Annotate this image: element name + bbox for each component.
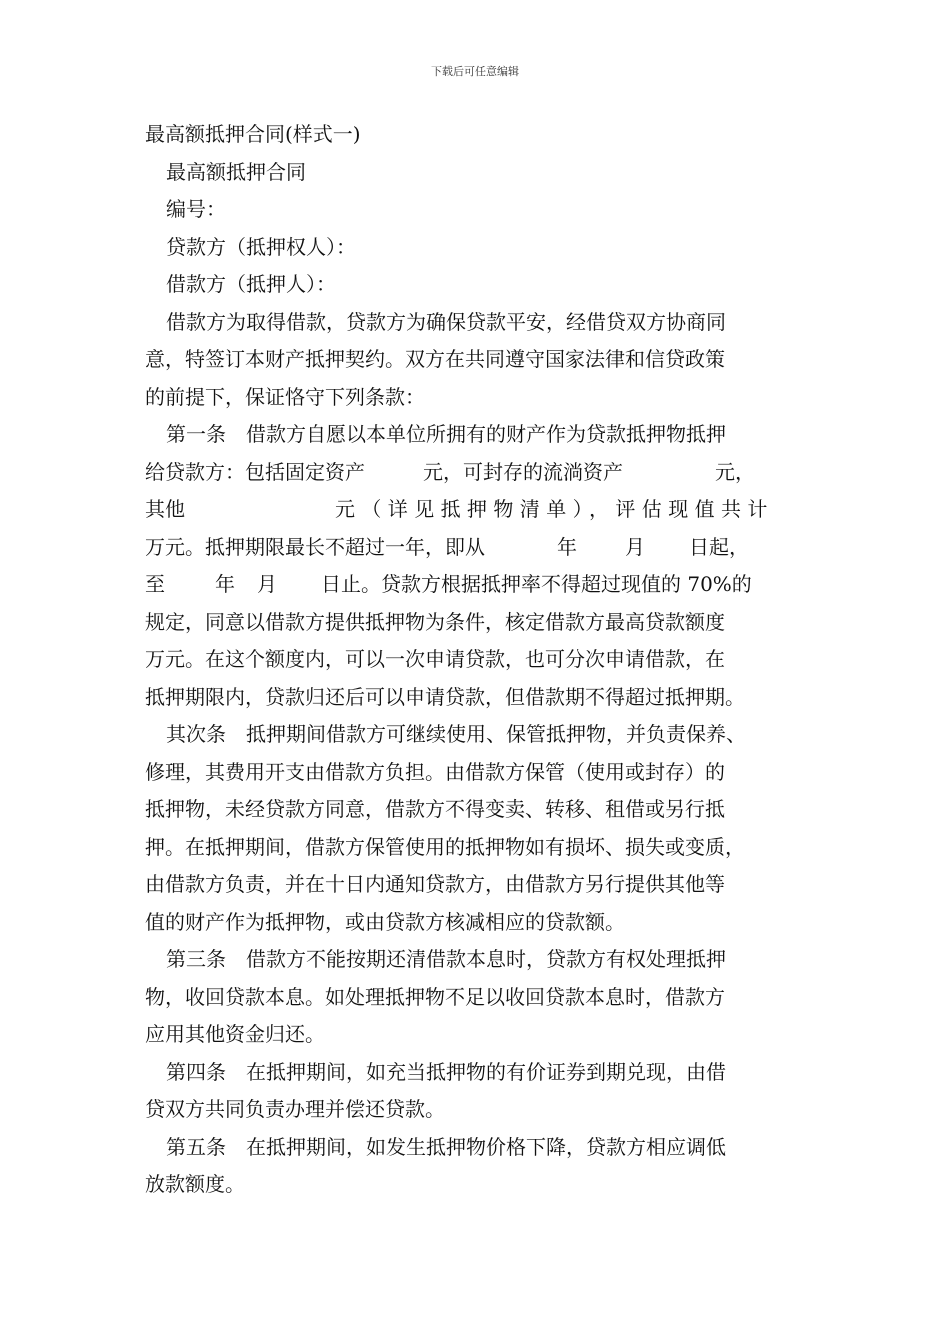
article-1-text: 元，	[715, 459, 755, 484]
article-1-line	[145, 529, 810, 567]
article-2-line: 押。在抵押期间，借款方保管使用的抵押物如有损坏、损失或变质，	[145, 834, 745, 859]
article-1-text: 元（详见抵押物清单），评估现值共计	[335, 497, 774, 521]
article-1-line: 万元。在这个额度内，可以一次申请贷款，也可分次申请借款，在	[145, 647, 725, 671]
intro-line: 意，特签订本财产抵押契约。双方在共同遵守国家法律和信贷政策	[145, 347, 725, 371]
page-header-note: 下载后可任意编辑	[431, 65, 519, 78]
article-1-text: 月	[257, 572, 277, 596]
article-1-line	[145, 454, 810, 492]
article-1-line	[145, 491, 810, 529]
document-subtitle: 最高额抵押合同	[166, 159, 306, 184]
article-1-text: 年	[557, 534, 577, 559]
article-1-text: 至	[145, 572, 165, 596]
article-3-line: 物，收回贷款本息。如处理抵押物不足以收回贷款本息时，借款方	[145, 984, 725, 1009]
article-4-line: 贷双方共同负责办理并偿还贷款。	[145, 1097, 445, 1121]
article-1-text: 日止。贷款方根据抵押率不得超过现值的 70%的	[321, 572, 752, 596]
borrower-label: 借款方（抵押人）：	[166, 272, 336, 296]
article-4-line: 第四条 在抵押期间，如充当抵押物的有价证券到期兑现，由借	[166, 1059, 726, 1084]
article-1-line: 抵押期限内，贷款归还后可以申请贷款，但借款期不得超过抵押期。	[145, 684, 745, 709]
document-title: 最高额抵押合同(样式一)	[145, 122, 361, 146]
article-1-line: 规定，同意以借款方提供抵押物为条件，核定借款方最高贷款额度	[145, 609, 725, 634]
article-1-line: 第一条 借款方自愿以本单位所拥有的财产作为贷款抵押物抵押	[166, 422, 726, 446]
article-2-line: 由借款方负责，并在十日内通知贷款方，由借款方另行提供其他等	[145, 872, 725, 896]
lender-label: 贷款方（抵押权人）：	[166, 234, 356, 259]
intro-line: 借款方为取得借款，贷款方为确保贷款平安，经借贷双方协商同	[166, 309, 726, 334]
contract-body	[145, 116, 810, 1204]
article-2-line: 修理，其费用开支由借款方负担。由借款方保管（使用或封存）的	[145, 759, 725, 784]
article-2-line: 抵押物，未经贷款方同意，借款方不得变卖、转移、租借或另行抵	[145, 797, 725, 821]
article-1-text: 月	[625, 534, 645, 559]
number-label: 编号：	[166, 197, 226, 221]
article-2-line: 值的财产作为抵押物，或由贷款方核减相应的贷款额。	[145, 909, 625, 934]
article-1-text: 其他	[145, 497, 185, 521]
article-3-line: 第三条 借款方不能按期还清借款本息时，贷款方有权处理抵押	[166, 947, 726, 971]
article-1-text: 给贷款方：包括固定资产	[145, 459, 365, 484]
intro-line: 的前提下，保证恪守下列条款：	[145, 384, 425, 409]
article-1-line	[145, 566, 810, 604]
article-2-line: 其次条 抵押期间借款方可继续使用、保管抵押物，并负责保养、	[166, 722, 746, 746]
article-1-text: 年	[215, 572, 235, 596]
article-1-text: 万元。抵押期限最长不超过一年，即从	[145, 534, 485, 559]
article-1-text: 元，可封存的流淌资产	[423, 459, 623, 484]
article-5-line: 第五条 在抵押期间，如发生抵押物价格下降，贷款方相应调低	[166, 1134, 726, 1159]
article-5-line: 放款额度。	[145, 1172, 245, 1196]
article-1-text: 日起，	[689, 534, 749, 559]
article-3-line: 应用其他资金归还。	[145, 1022, 325, 1046]
